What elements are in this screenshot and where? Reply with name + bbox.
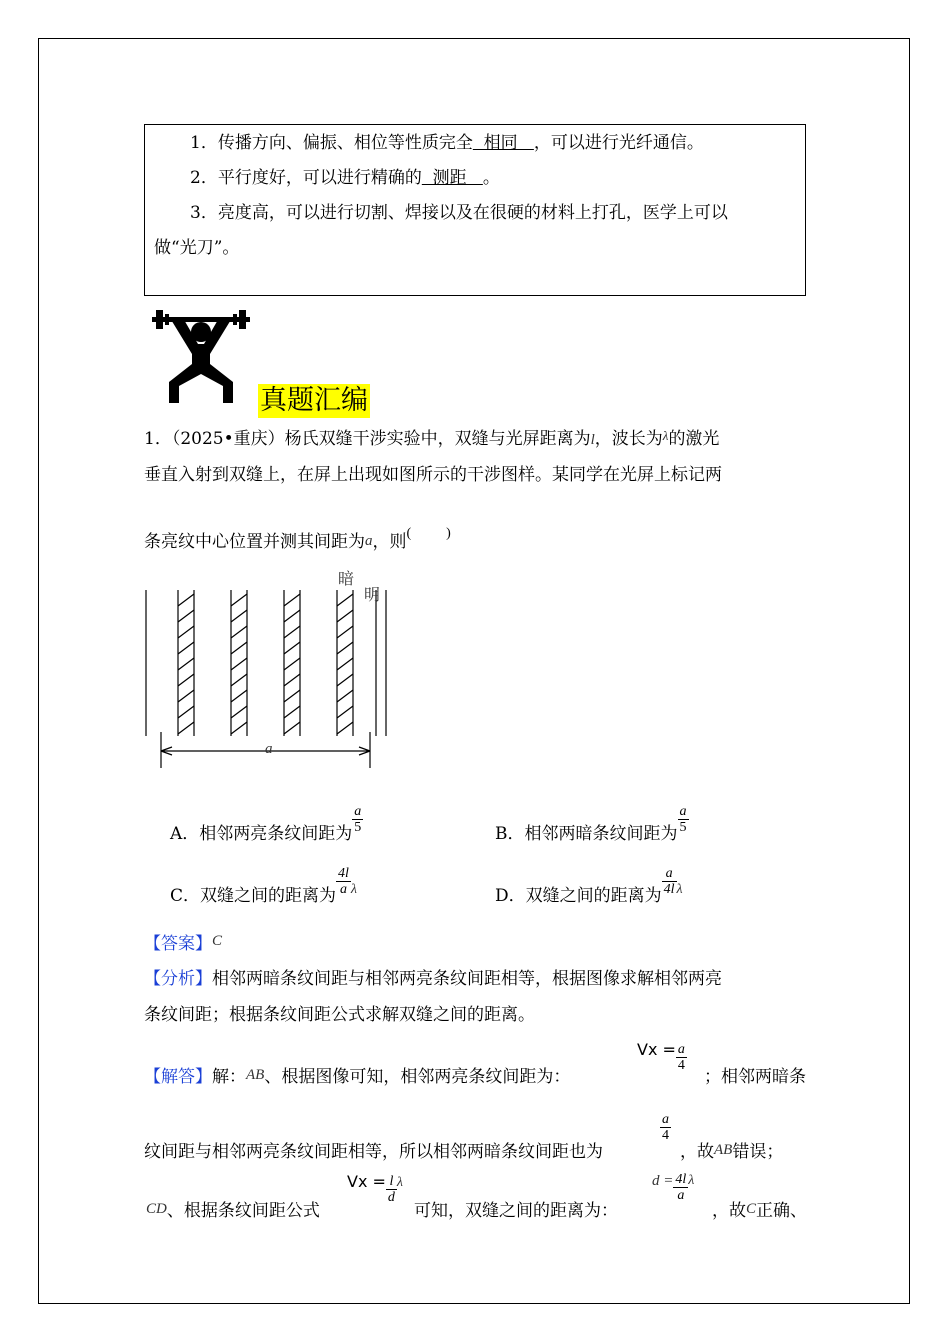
weightlifter-icon bbox=[150, 306, 252, 404]
solution-line-2-tail: ，故AB错误； bbox=[680, 1142, 784, 1162]
answer-tag: 【答案】 bbox=[144, 934, 212, 954]
analysis-tag: 【分析】 bbox=[144, 969, 212, 989]
question-line-1 bbox=[144, 424, 719, 449]
var-a: a bbox=[365, 533, 373, 549]
fraction-a-4-second: $\frac{a}{4}$ bbox=[662, 1112, 669, 1143]
question-text-1: （2025•重庆）杨氏双缝干涉实验中，双缝与光屏距离为 bbox=[171, 429, 591, 449]
analysis-line-2: 条纹间距；根据条纹间距公式求解双缝之间的距离。 bbox=[144, 1005, 535, 1025]
answer-line bbox=[144, 929, 222, 954]
solution-line-3 bbox=[146, 1196, 320, 1221]
dark-fringe-2 bbox=[231, 590, 247, 736]
answer-value: C bbox=[212, 933, 223, 949]
option-a-fraction: $\frac{a}{5}$ bbox=[354, 804, 362, 835]
question-text-3b: ，则 bbox=[372, 532, 407, 552]
note-item-3-number: 3． bbox=[190, 203, 218, 223]
fraction-a-4: $\frac{a}{4}$ bbox=[677, 1042, 685, 1073]
var-lambda: λ bbox=[662, 428, 669, 443]
solution-tag: 【解答】 bbox=[144, 1067, 212, 1087]
note-item-3 bbox=[190, 198, 728, 223]
analysis-text-1: 相邻两暗条纹间距与相邻两亮条纹间距相等，根据图像求解相邻两亮 bbox=[212, 969, 722, 989]
note-item-2-blank: 测距 bbox=[421, 168, 483, 188]
answer-bracket: ( ) bbox=[406, 526, 451, 541]
question-number: 1． bbox=[144, 429, 172, 449]
option-d[interactable]: D．双缝之间的距离为 $\frac{a}{4l}$ $^\lambda$ bbox=[495, 866, 683, 906]
solution-line-1 bbox=[144, 1062, 570, 1087]
note-item-3-line2: 做“光刀”。 bbox=[154, 238, 240, 258]
question-text-3: 条亮纹中心位置并测其间距为 bbox=[144, 532, 365, 552]
option-b-fraction: $\frac{a}{5}$ bbox=[679, 804, 687, 835]
option-d-label: D．双缝之间的距离为 bbox=[495, 886, 662, 906]
question-text-1c: 的激光 bbox=[668, 429, 720, 449]
solution-text-1b: 、根据图像可知，相邻两亮条纹间距为： bbox=[264, 1067, 571, 1087]
solution-text-1c: ；相邻两暗条 bbox=[704, 1067, 806, 1087]
question-line-2: 垂直入射到双缝上，在屏上出现如图所示的干涉图样。某同学在光屏上标记两 bbox=[144, 465, 722, 485]
note-item-1-blank: 相同 bbox=[472, 133, 534, 153]
option-c-fraction: $\frac{4l}{a}$ bbox=[338, 866, 349, 897]
option-c[interactable]: C．双缝之间的距离为 $\frac{4l}{a}$ $^\lambda$ bbox=[170, 866, 357, 906]
question-text-1b: ，波长为 bbox=[594, 429, 663, 449]
option-a-label: A．相邻两亮条纹间距为 bbox=[170, 824, 353, 844]
note-item-3-text: 亮度高，可以进行切割、焊接以及在很硬的材料上打孔，医学上可以 bbox=[217, 203, 728, 223]
note-item-1 bbox=[190, 128, 704, 153]
label-a: a bbox=[265, 741, 273, 757]
dark-fringe-4 bbox=[337, 590, 353, 736]
dark-fringe-1 bbox=[178, 590, 194, 736]
option-a[interactable] bbox=[170, 804, 363, 844]
note-item-1-number: 1． bbox=[190, 133, 218, 153]
option-b[interactable] bbox=[495, 804, 689, 844]
option-b-label: B．相邻两暗条纹间距为 bbox=[495, 824, 678, 844]
label-dark: 暗 bbox=[338, 569, 355, 588]
solution-line-3-tail: ，故C正确、 bbox=[712, 1201, 808, 1221]
option-c-label: C．双缝之间的距离为 bbox=[170, 886, 337, 906]
solution-text-1a: 解： bbox=[212, 1067, 246, 1087]
label-bright: 明 bbox=[364, 585, 381, 604]
question-line-3 bbox=[144, 526, 451, 552]
dark-fringe-3 bbox=[284, 590, 300, 736]
formula-dx-ld: Vx = $\frac{l}{d}$ $^\lambda$ bbox=[347, 1172, 403, 1205]
note-item-1-text: 传播方向、偏振、相位等性质完全 bbox=[217, 133, 473, 153]
analysis-line-1 bbox=[144, 964, 722, 989]
formula-d: d = $\frac{4l}{a}$ $^\lambda$ bbox=[652, 1172, 695, 1203]
note-item-1-tail: ，可以进行光纤通信。 bbox=[533, 133, 704, 153]
note-item-2-number: 2． bbox=[190, 168, 218, 188]
solution-text-3a: 、根据条纹间距公式 bbox=[166, 1201, 320, 1221]
var-cd: CD bbox=[146, 1201, 167, 1217]
option-d-fraction: $\frac{a}{4l}$ bbox=[663, 866, 675, 897]
note-item-2-text: 平行度好，可以进行精确的 bbox=[217, 168, 422, 188]
solution-text-3b: 可知，双缝之间的距离为： bbox=[414, 1201, 618, 1221]
formula-dx-a4: Vx = $\frac{a}{4}$ bbox=[637, 1040, 685, 1073]
var-ab: AB bbox=[246, 1067, 265, 1083]
var-l: l bbox=[590, 432, 595, 448]
note-item-2-tail: 。 bbox=[482, 168, 500, 188]
section-title: 真题汇编 bbox=[260, 385, 368, 416]
note-item-2 bbox=[190, 163, 500, 188]
solution-line-2: 纹间距与相邻两亮条纹间距相等，所以相邻两暗条纹间距也为 bbox=[144, 1142, 603, 1162]
